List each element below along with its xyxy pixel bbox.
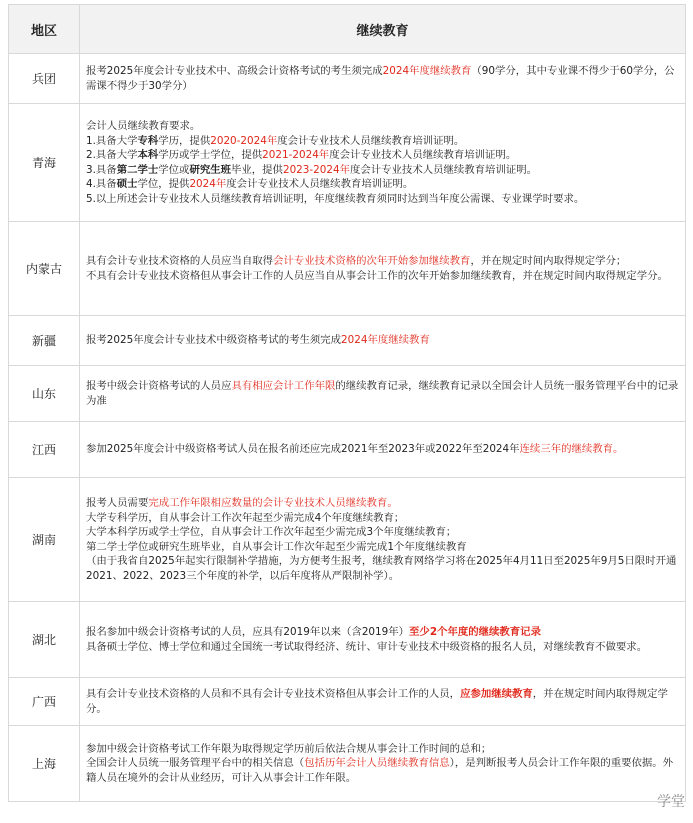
content-line [86, 742, 681, 757]
text-segment: 专科 [137, 134, 159, 147]
content-line [86, 192, 681, 207]
content-line [86, 496, 681, 511]
content-cell [80, 222, 686, 316]
content-cell [80, 54, 686, 104]
text-segment: 大学专科学历，自从事会计工作次年起至少需完成4个年度继续教育； [86, 511, 405, 524]
highlight-text: 应参加继续教育 [460, 688, 533, 700]
highlight-text: 2024年度继续教育 [341, 334, 430, 347]
table-row [9, 726, 686, 802]
content-cell [80, 478, 686, 602]
text-segment: 报考2025年度会计专业技术中级资格考试的考生须完成 [86, 334, 342, 347]
highlight-text: 2024年度继续教育 [382, 65, 472, 77]
table-row [9, 222, 686, 316]
text-segment: 报考2025年度会计专业技术中、高级会计资格考试的考生须完成 [86, 65, 383, 77]
content-line [86, 163, 681, 178]
region-cell: 上海 [9, 726, 80, 802]
content-line [86, 134, 681, 149]
highlight-text: 2024年 [189, 178, 227, 190]
text-segment: 3.具备 [86, 163, 117, 176]
text-segment: 学位或 [158, 163, 190, 176]
content-line [86, 333, 681, 348]
content-line [86, 442, 681, 457]
content-line [86, 625, 681, 640]
content-cell [80, 366, 686, 422]
text-segment: 参加中级会计资格考试工作年限为取得规定学历前后依法合规从事会计工作时间的总和； [86, 742, 492, 755]
table-row [9, 54, 686, 104]
region-cell: 江西 [9, 422, 80, 478]
content-line [86, 177, 681, 192]
text-segment: 1.具备大学 [86, 134, 138, 147]
table-body [9, 54, 686, 802]
content-cell [80, 316, 686, 366]
highlight-text: 完成工作年限相应数量的会计专业技术人员继续教育。 [148, 497, 398, 509]
text-segment: （由于我省自2025年起实行限制补学措施，为方便考生报考，继续教育网络学习将在2025年4月11日至2025年9月5日限时开通2021、2022、2023三个年度的补学，以后年度将从严限制补学）。 [86, 555, 677, 582]
text-segment: ，并在规定时间内取得规定学分； [470, 255, 627, 267]
text-segment: 第二学士 [116, 163, 159, 176]
continuing-education-table [8, 4, 686, 802]
content-line [86, 540, 681, 555]
text-segment: 参加2025年度会计中级资格考试人员在报名前还应完成2021年至2023年或2022年至2024年 [86, 443, 520, 456]
text-segment: （90学分，其中专业课不得少于60学分，公需课不得少于30学分） [86, 65, 675, 92]
content-cell [80, 726, 686, 802]
highlight-text: 2021-2024年 [262, 149, 330, 161]
content-cell [80, 602, 686, 678]
content-cell [80, 104, 686, 222]
content-cell [80, 678, 686, 726]
highlight-text: 具有相应会计工作年限 [231, 380, 336, 392]
text-segment: 度会计专业技术人员继续教育培训证明。 [277, 134, 465, 147]
text-segment: 2.具备大学 [86, 149, 138, 161]
text-segment: 的继续教育记录，继续教育记录以全国会计人员统一服务管理平台中的记录为准 [86, 380, 679, 407]
content-line [86, 148, 681, 163]
content-line [86, 269, 681, 284]
text-segment: 不具有会计专业技术资格但从事会计工作的人员应当自从事会计工作的次年开始参加继续教育，并在规定时间内取得规定学分。 [86, 269, 668, 282]
region-cell: 兵团 [9, 54, 80, 104]
text-segment: 度会计专业技术人员继续教育培训证明。 [349, 163, 538, 176]
content-line [86, 756, 681, 785]
text-segment: ），是判断报考人员会计工作年限的重要依据。外籍人员在境外的会计从业经历，可计入从事会计工作年限。 [86, 757, 674, 784]
content-line [86, 525, 681, 540]
table-row [9, 366, 686, 422]
region-cell: 湖北 [9, 602, 80, 678]
content-line [86, 64, 681, 93]
text-segment: 本科 [137, 149, 159, 161]
text-segment: 报名参加中级会计资格考试的人员，应具有2019年以来（含2019年） [86, 626, 410, 638]
region-cell: 新疆 [9, 316, 80, 366]
highlight-text: 至少2个年度的继续教育记录 [409, 626, 541, 638]
region-cell: 青海 [9, 104, 80, 222]
table-row [9, 316, 686, 366]
content-line [86, 640, 681, 655]
content-line [86, 379, 681, 408]
region-cell: 湖南 [9, 478, 80, 602]
text-segment: 5.以上所述会计专业技术人员继续教育培训证明，年度继续教育须同时达到当年度公需课、专业课学时要求。 [86, 192, 585, 205]
table-row [9, 422, 686, 478]
text-segment: 第二学士学位或研究生班毕业，自从事会计工作次年起至少需完成1个年度继续教育 [86, 540, 467, 553]
text-segment: 报考人员需要 [86, 497, 149, 509]
text-segment: 度会计专业技术人员继续教育培训证明。 [226, 178, 414, 190]
region-cell: 内蒙古 [9, 222, 80, 316]
content-line [86, 119, 681, 134]
header-content: 继续教育 [80, 5, 686, 54]
text-segment: 毕业，提供 [231, 163, 283, 176]
text-segment: 硕士 [116, 178, 138, 190]
content-line [86, 511, 681, 526]
text-segment: 全国会计人员统一服务管理平台中的相关信息（ [86, 757, 305, 770]
highlight-text: 连续三年的继续教育。 [519, 443, 624, 456]
text-segment: 学位，提供 [137, 178, 190, 190]
highlight-text: 2020-2024年 [210, 134, 278, 147]
text-segment: 度会计专业技术人员继续教育培训证明。 [329, 149, 517, 161]
text-segment: 会计人员继续教育要求。 [86, 120, 201, 132]
watermark-text: 学堂 [657, 794, 685, 810]
text-segment: 研究生班 [189, 163, 231, 176]
table-row [9, 602, 686, 678]
content-line [86, 554, 681, 583]
region-cell: 广西 [9, 678, 80, 726]
text-segment: 具备硕士学位、博士学位和通过全国统一考试取得经济、统计、审计专业技术中级资格的报名人员，对继续教育不做要求。 [86, 640, 648, 653]
content-cell [80, 422, 686, 478]
header-region: 地区 [9, 5, 80, 54]
content-line [86, 254, 681, 269]
highlight-text: 包括历年会计人员继续教育信息 [304, 757, 450, 770]
region-cell: 山东 [9, 366, 80, 422]
text-segment: 具有会计专业技术资格的人员和不具有会计专业技术资格但从事会计工作的人员， [86, 688, 461, 700]
content-line [86, 687, 681, 716]
highlight-text: 2023-2024年 [282, 163, 350, 176]
table-row [9, 478, 686, 602]
text-segment: 4.具备 [86, 178, 117, 190]
highlight-text: 会计专业技术资格的次年开始参加继续教育 [273, 255, 471, 267]
text-segment: 学历，提供 [158, 134, 211, 147]
table-header-row [9, 5, 686, 54]
text-segment: 学历或学士学位，提供 [158, 149, 263, 161]
text-segment: ，并在规定时间内取得规定学分。 [86, 688, 668, 715]
table-row [9, 678, 686, 726]
text-segment: 具有会计专业技术资格的人员应当自取得 [86, 255, 274, 267]
table-row [9, 104, 686, 222]
text-segment: 报考中级会计资格考试的人员应 [86, 380, 232, 392]
text-segment: 大学本科学历或学士学位，自从事会计工作次年起至少需完成3个年度继续教育； [86, 526, 457, 538]
